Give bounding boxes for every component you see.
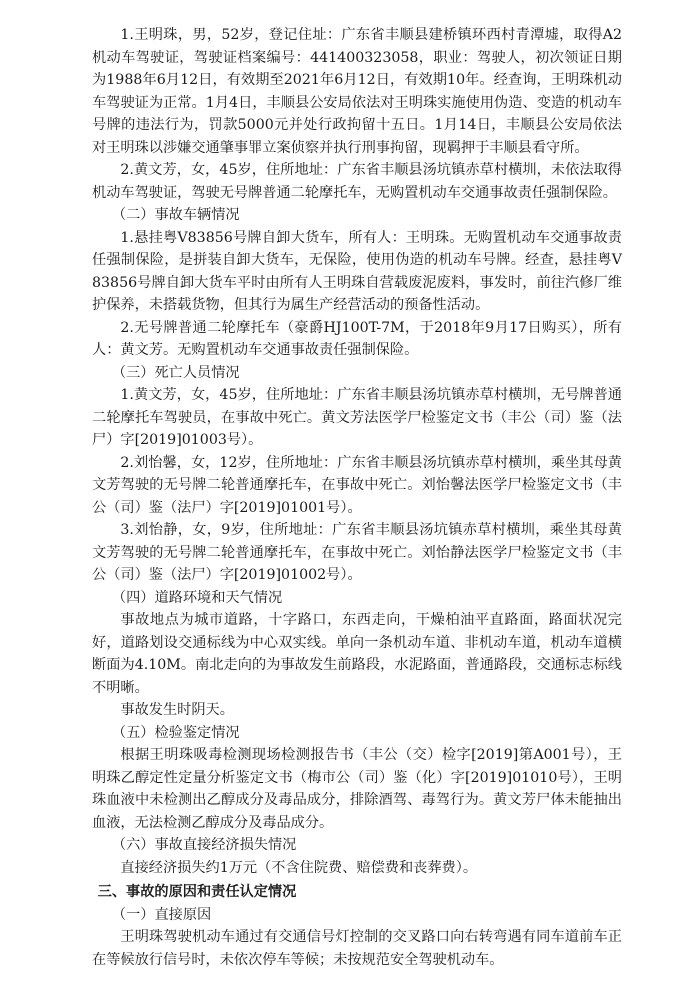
paragraph-direct-cause: 王明珠驾驶机动车通过有交通信号灯控制的交叉路口向右转弯遇有同车道前车正在等候放行信号时，未依次停车等候；未按规范安全驾驶机动车。 [92,929,622,968]
section-title-economic-loss: （六）事故直接经济损失情况 [111,837,297,853]
paragraph-deceased-3: 3.刘怡静，女，9岁，住所地址：广东省丰顺县汤坑镇赤草村横圳，乘坐其母黄文芳驾驶的无号牌二轮普通摩托车，在事故中死亡。刘怡静法医学尸检鉴定文书（丰公（司）鉴（法尸）字[2019]01002号）。 [92,522,622,583]
paragraph-inspection: 根据王明珠吸毒检测现场检测报告书（丰公（交）检字[2019]第A001号），王明珠乙醇定性定量分析鉴定文书（梅市公（司）鉴（化）字[2019]01010号），王明珠血液中未检测出乙醇成分及毒品成分，排除酒驾、毒驾行为。黄文芳尸体未能抽出血液，无法检测乙醇成分及毒品成分。 [92,747,622,831]
section-title-inspection: （五）检验鉴定情况 [111,724,240,741]
paragraph-weather: 事故发生时阴天。 [120,702,234,718]
paragraph-loss: 直接经济损失约1万元（不含住院费、赔偿费和丧葬费）。 [120,859,478,876]
paragraph-vehicle-truck: 1.悬挂粤V83856号牌自卸大货车，所有人：王明珠。无购置机动车交通事故责任强制保险，是拼装自卸大货车，无保险，使用伪造的机动车号牌。经查，悬挂粤V83856号牌自卸大货车平时由所有人王明珠自营载废泥废料，事发时，前往汽修厂维护保养，未搭载货物，但其行为属生产经营活动的预备性活动。 [92,229,622,313]
paragraph-deceased-1: 1.黄文芳，女，45岁，住所地址：广东省丰顺县汤坑镇赤草村横圳，无号牌普通二轮摩托车驾驶员，在事故中死亡。黄文芳法医学尸检鉴定文书（丰公（司）鉴（法尸）字[2019]01003号）。 [92,387,622,448]
paragraph-person-wang: 1.王明珠，男，52岁，登记住址：广东省丰顺县建桥镇环西村青潭墟，取得A2机动车驾驶证，驾驶证档案编号：441400323058，职业：驾驶人，初次领证日期为1988年6月12日，有效期至2021年6月12日，有效期10年。经查询，王明珠机动车驾驶证为正常。1月4日，丰顺县公安局依法对王明珠实施使用伪造、变造的机动车号牌的违法行为，罚款5000元并处行政拘留十五日。1月14日，丰顺县公安局依法对王明珠以涉嫌交通肇事罪立案侦察并执行刑事拘留，现羁押于丰顺县看守所。 [92,27,622,156]
paragraph-deceased-2: 2.刘怡馨，女，12岁，住所地址：广东省丰顺县汤坑镇赤草村横圳，乘坐其母黄文芳驾驶的无号牌二轮普通摩托车，在事故中死亡。刘怡馨法医学尸检鉴定文书（丰公（司）鉴（法尸）字[2019]01001号）。 [92,454,622,516]
section-title-direct-cause: （一）直接原因 [111,906,212,923]
paragraph-person-huang: 2.黄文芳，女，45岁，住所地址：广东省丰顺县汤坑镇赤草村横圳，未依法取得机动车驾驶证，驾驶无号牌普通二轮摩托车，无购置机动车交通事故责任强制保险。 [92,162,622,201]
section-title-vehicles: （二）事故车辆情况 [111,207,240,223]
paragraph-vehicle-motorcycle: 2.无号牌普通二轮摩托车（豪爵HJ100T-7M，于2018年9月17日购买），所有人：黄文芳。无购置机动车交通事故责任强制保险。 [92,319,622,358]
part-title-cause-responsibility: 三、事故的原因和责任认定情况 [97,884,297,900]
paragraph-road: 事故地点为城市道路，十字路口，东西走向，干燥柏油平直路面，路面状况完好，道路划设交通标线为中心双实线。单向一条机动车道、非机动车道，机动车道横断面为4.10M。南北走向的为事故发生前路段，水泥路面，普通路段，交通标志标线不明晰。 [92,612,622,696]
section-title-deceased: （三）死亡人员情况 [111,364,240,381]
section-title-road-weather: （四）道路环境和天气情况 [111,589,283,606]
